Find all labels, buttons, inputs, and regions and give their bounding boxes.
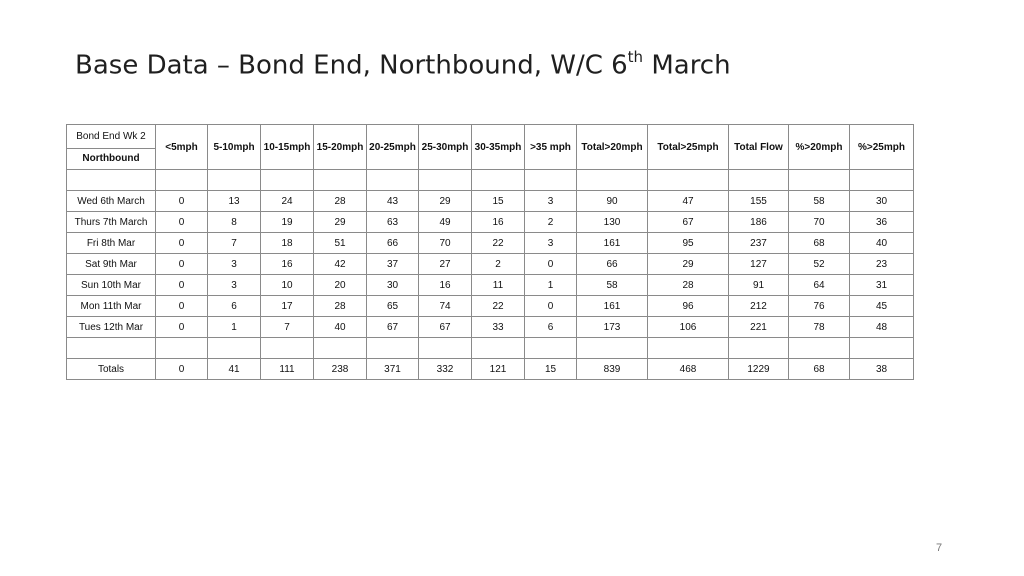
table-cell: 212	[729, 296, 789, 317]
col-header: 15-20mph	[314, 125, 367, 170]
table-cell: 130	[577, 212, 648, 233]
table-cell	[156, 170, 208, 191]
table-cell: 0	[156, 359, 208, 380]
table-cell	[67, 338, 156, 359]
table-row	[67, 296, 914, 317]
table-cell: 0	[156, 191, 208, 212]
table-cell: 13	[208, 191, 261, 212]
table-cell: 332	[419, 359, 472, 380]
table-cell	[789, 170, 850, 191]
slide-title-tail: March	[643, 50, 731, 81]
table-cell: 15	[472, 191, 525, 212]
table-cell: 51	[314, 233, 367, 254]
table-cell	[577, 338, 648, 359]
table-cell: 37	[367, 254, 419, 275]
table-cell: 66	[367, 233, 419, 254]
table-cell: 0	[156, 275, 208, 296]
table-cell: 49	[419, 212, 472, 233]
table-cell: 23	[850, 254, 914, 275]
page-number: 7	[936, 542, 943, 554]
table-corner-bottom: Northbound	[67, 148, 156, 169]
table-corner-top: Bond End Wk 2	[67, 125, 156, 149]
table-cell	[525, 170, 577, 191]
table-cell: 16	[261, 254, 314, 275]
table-cell: 29	[648, 254, 729, 275]
table-cell: 90	[577, 191, 648, 212]
table-cell: 1	[208, 317, 261, 338]
row-label: Fri 8th Mar	[67, 233, 156, 254]
table-cell	[789, 338, 850, 359]
table-cell: 0	[156, 296, 208, 317]
table-cell: 33	[472, 317, 525, 338]
table-cell: 36	[850, 212, 914, 233]
col-header: >35 mph	[525, 125, 577, 170]
row-label: Sat 9th Mar	[67, 254, 156, 275]
table-cell	[577, 170, 648, 191]
table-cell: 29	[419, 191, 472, 212]
table-cell: 67	[419, 317, 472, 338]
table-cell: 63	[367, 212, 419, 233]
table-cell: 7	[261, 317, 314, 338]
table-cell: 24	[261, 191, 314, 212]
blank-row	[67, 170, 914, 191]
table-cell: 38	[850, 359, 914, 380]
table-cell	[156, 338, 208, 359]
row-label: Mon 11th Mar	[67, 296, 156, 317]
row-label: Thurs 7th March	[67, 212, 156, 233]
col-header: Total>25mph	[648, 125, 729, 170]
table-cell	[729, 170, 789, 191]
table-cell: 1	[525, 275, 577, 296]
table-cell: 18	[261, 233, 314, 254]
table-cell: 20	[314, 275, 367, 296]
table-cell: 3	[208, 254, 261, 275]
table-cell	[525, 338, 577, 359]
table-cell	[648, 338, 729, 359]
table-cell: 0	[156, 233, 208, 254]
table-cell: 67	[648, 212, 729, 233]
table-cell: 74	[419, 296, 472, 317]
table-cell: 78	[789, 317, 850, 338]
table-cell: 106	[648, 317, 729, 338]
table-cell: 28	[648, 275, 729, 296]
table-cell	[367, 170, 419, 191]
table-cell	[208, 170, 261, 191]
table-cell: 111	[261, 359, 314, 380]
table-cell: 17	[261, 296, 314, 317]
table-cell: 70	[419, 233, 472, 254]
col-header: 5-10mph	[208, 125, 261, 170]
table-cell: 155	[729, 191, 789, 212]
slide-title	[75, 50, 731, 81]
table-cell: 16	[419, 275, 472, 296]
table-cell: 45	[850, 296, 914, 317]
table-row	[67, 212, 914, 233]
table-cell: 66	[577, 254, 648, 275]
table-cell: 22	[472, 296, 525, 317]
row-label: Wed 6th March	[67, 191, 156, 212]
table-cell	[208, 338, 261, 359]
table-cell: 31	[850, 275, 914, 296]
table-cell: 48	[850, 317, 914, 338]
table-cell: 52	[789, 254, 850, 275]
table-cell	[472, 338, 525, 359]
table-cell: 58	[789, 191, 850, 212]
table-cell: 96	[648, 296, 729, 317]
table-cell: 2	[472, 254, 525, 275]
table-cell: 7	[208, 233, 261, 254]
table-cell: 70	[789, 212, 850, 233]
table-cell	[419, 338, 472, 359]
table-cell: 28	[314, 296, 367, 317]
totals-row	[67, 359, 914, 380]
table-cell: 0	[156, 212, 208, 233]
table-cell	[850, 170, 914, 191]
table-cell	[648, 170, 729, 191]
table-cell: 91	[729, 275, 789, 296]
table-cell: 127	[729, 254, 789, 275]
table-cell	[729, 338, 789, 359]
table-cell: 15	[525, 359, 577, 380]
table-cell: 6	[525, 317, 577, 338]
table-row	[67, 191, 914, 212]
table-cell: 40	[314, 317, 367, 338]
col-header: 25-30mph	[419, 125, 472, 170]
table-row	[67, 233, 914, 254]
table-row	[67, 275, 914, 296]
col-header: %>25mph	[850, 125, 914, 170]
table-cell: 237	[729, 233, 789, 254]
table-cell: 30	[850, 191, 914, 212]
table-cell	[850, 338, 914, 359]
table-cell	[419, 170, 472, 191]
table-cell: 2	[525, 212, 577, 233]
table-cell: 3	[525, 233, 577, 254]
table-cell: 10	[261, 275, 314, 296]
table-cell	[314, 170, 367, 191]
col-header: 30-35mph	[472, 125, 525, 170]
speed-data-table	[66, 124, 914, 380]
table-cell: 27	[419, 254, 472, 275]
table-cell: 42	[314, 254, 367, 275]
slide-title-main: Base Data – Bond End, Northbound, W/C 6	[75, 50, 628, 81]
table-cell: 68	[789, 359, 850, 380]
col-header: Total>20mph	[577, 125, 648, 170]
table-cell: 173	[577, 317, 648, 338]
table-cell: 0	[525, 254, 577, 275]
col-header: %>20mph	[789, 125, 850, 170]
col-header: 10-15mph	[261, 125, 314, 170]
table-cell: 11	[472, 275, 525, 296]
table-cell: 68	[789, 233, 850, 254]
col-header: 20-25mph	[367, 125, 419, 170]
table-cell	[472, 170, 525, 191]
table-cell: 43	[367, 191, 419, 212]
table-cell: 238	[314, 359, 367, 380]
table-cell: 95	[648, 233, 729, 254]
table-cell: 76	[789, 296, 850, 317]
table-cell: 41	[208, 359, 261, 380]
table-cell: 65	[367, 296, 419, 317]
table-cell: 22	[472, 233, 525, 254]
table-cell: 40	[850, 233, 914, 254]
table-cell: 221	[729, 317, 789, 338]
table-cell: 371	[367, 359, 419, 380]
table-row	[67, 317, 914, 338]
table-cell: 468	[648, 359, 729, 380]
table-cell: 0	[525, 296, 577, 317]
table-cell: 3	[208, 275, 261, 296]
table-row	[67, 254, 914, 275]
table-cell	[67, 170, 156, 191]
col-header: Total Flow	[729, 125, 789, 170]
table-cell: 839	[577, 359, 648, 380]
col-header: <5mph	[156, 125, 208, 170]
row-label: Sun 10th Mar	[67, 275, 156, 296]
table-cell: 1229	[729, 359, 789, 380]
table-cell: 64	[789, 275, 850, 296]
row-label: Tues 12th Mar	[67, 317, 156, 338]
table-cell: 161	[577, 296, 648, 317]
table-cell: 3	[525, 191, 577, 212]
table-cell	[261, 338, 314, 359]
table-cell: 19	[261, 212, 314, 233]
table-cell: 186	[729, 212, 789, 233]
table-cell: 16	[472, 212, 525, 233]
blank-row	[67, 338, 914, 359]
table-cell: 0	[156, 317, 208, 338]
table-cell: 0	[156, 254, 208, 275]
slide-title-superscript: th	[627, 48, 644, 66]
table-cell: 8	[208, 212, 261, 233]
table-cell: 161	[577, 233, 648, 254]
row-label: Totals	[67, 359, 156, 380]
table-cell: 6	[208, 296, 261, 317]
table-cell	[367, 338, 419, 359]
table-cell: 28	[314, 191, 367, 212]
table-cell	[314, 338, 367, 359]
table-cell: 47	[648, 191, 729, 212]
table-cell: 121	[472, 359, 525, 380]
table-cell: 58	[577, 275, 648, 296]
table-cell: 29	[314, 212, 367, 233]
table-cell	[261, 170, 314, 191]
table-cell: 30	[367, 275, 419, 296]
table-cell: 67	[367, 317, 419, 338]
